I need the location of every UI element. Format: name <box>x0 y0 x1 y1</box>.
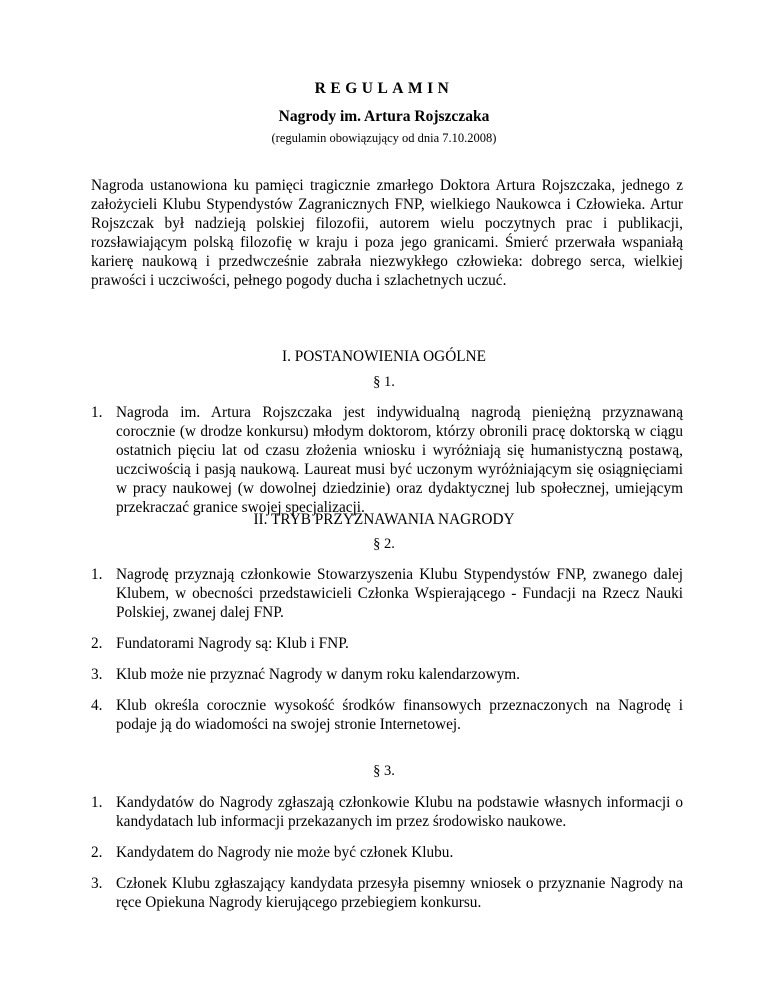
item-number: 1. <box>91 404 103 421</box>
item-text: Klub może nie przyznać Nagrody w danym roku kalendarzowym. <box>116 666 520 683</box>
section-2-paragraph-sign: § 2. <box>373 536 395 552</box>
section-1-heading: I. POSTANOWIENIA OGÓLNE <box>282 348 486 365</box>
item-number: 2. <box>91 635 103 652</box>
section-1-paragraph-sign: § 1. <box>373 374 395 390</box>
section-2-item-3 <box>91 665 683 684</box>
section-1-item-1 <box>91 403 683 517</box>
item-number: 3. <box>91 666 103 683</box>
item-number: 1. <box>91 566 103 583</box>
section-2-item-1 <box>91 565 683 622</box>
validity-note: (regulamin obowiązujący od dnia 7.10.2008) <box>271 131 497 145</box>
section-3-item-2 <box>91 843 683 862</box>
section-2-heading: II. TRYB PRZYZNAWANIA NAGRODY <box>253 511 515 528</box>
section-2-item-2 <box>91 634 683 653</box>
document-subtitle: Nagrody im. Artura Rojszczaka <box>278 108 490 125</box>
item-text: Nagrodę przyznają członkowie Stowarzyszenia Klubu Stypendystów FNP, zwanego dalej Klubem, w obecności przedstawicieli Członka Wspierającego - Fundacji na Rzecz Nauki Polskiej, zwanej dalej FNP. <box>116 566 683 621</box>
item-text: Kandydatów do Nagrody zgłaszają członkowie Klubu na podstawie własnych informacji o kandydatach lub informacji przekazanych im przez środowisko naukowe. <box>116 794 683 830</box>
item-number: 3. <box>91 875 103 892</box>
item-text: Klub określa corocznie wysokość środków finansowych przeznaczonych na Nagrodę i podaje ją do wiadomości na swojej stronie Internetowej. <box>116 697 683 733</box>
item-text: Nagroda im. Artura Rojszczaka jest indywidualną nagrodą pieniężną przyznawaną corocznie (w drodze konkursu) młodym doktorom, którzy obronili pracę doktorską w ciągu ostatnich pięciu lat od czasu złożenia wniosku i wyróżniają się humanistyczną postawą, uczciwością i pasją naukową. Laureat musi być uczonym wyróżniającym się osiągnięciami w pracy naukowej (w dowolnej dziedzinie) oraz dydaktycznej lub społecznej, umiejącym przekraczać granice swojej specjalizacji. <box>116 404 683 516</box>
section-3-item-3 <box>91 874 683 912</box>
item-number: 2. <box>91 844 103 861</box>
intro-paragraph: Nagroda ustanowiona ku pamięci tragicznie zmarłego Doktora Artura Rojszczaka, jednego z założycieli Klubu Stypendystów Zagranicznych FNP, wielkiego Naukowca i Człowieka. Artur Rojszczak był nadzieją polskiej filozofii, autorem wielu poczytnych prac i publikacji, rozsławiającym polską filozofię w kraju i poza jego granicami. Śmierć przerwała wspaniałą karierę naukową i przedwcześnie zabrała niezwykłego człowieka: dobrego serca, wielkiej prawości i uczciwości, pełnego pogody ducha i szlachetnych uczuć. <box>91 177 683 289</box>
item-number: 4. <box>91 697 103 714</box>
section-3-paragraph-sign: § 3. <box>373 763 395 779</box>
section-2-item-4 <box>91 696 683 734</box>
item-number: 1. <box>91 794 103 811</box>
item-text: Kandydatem do Nagrody nie może być członek Klubu. <box>116 844 454 861</box>
item-text: Członek Klubu zgłaszający kandydata przesyła pisemny wniosek o przyznanie Nagrody na ręce Opiekuna Nagrody kierującego przebiegiem konkursu. <box>116 875 683 911</box>
item-text: Fundatorami Nagrody są: Klub i FNP. <box>116 635 349 652</box>
document-title: REGULAMIN <box>314 80 454 97</box>
section-3-item-1 <box>91 793 683 831</box>
